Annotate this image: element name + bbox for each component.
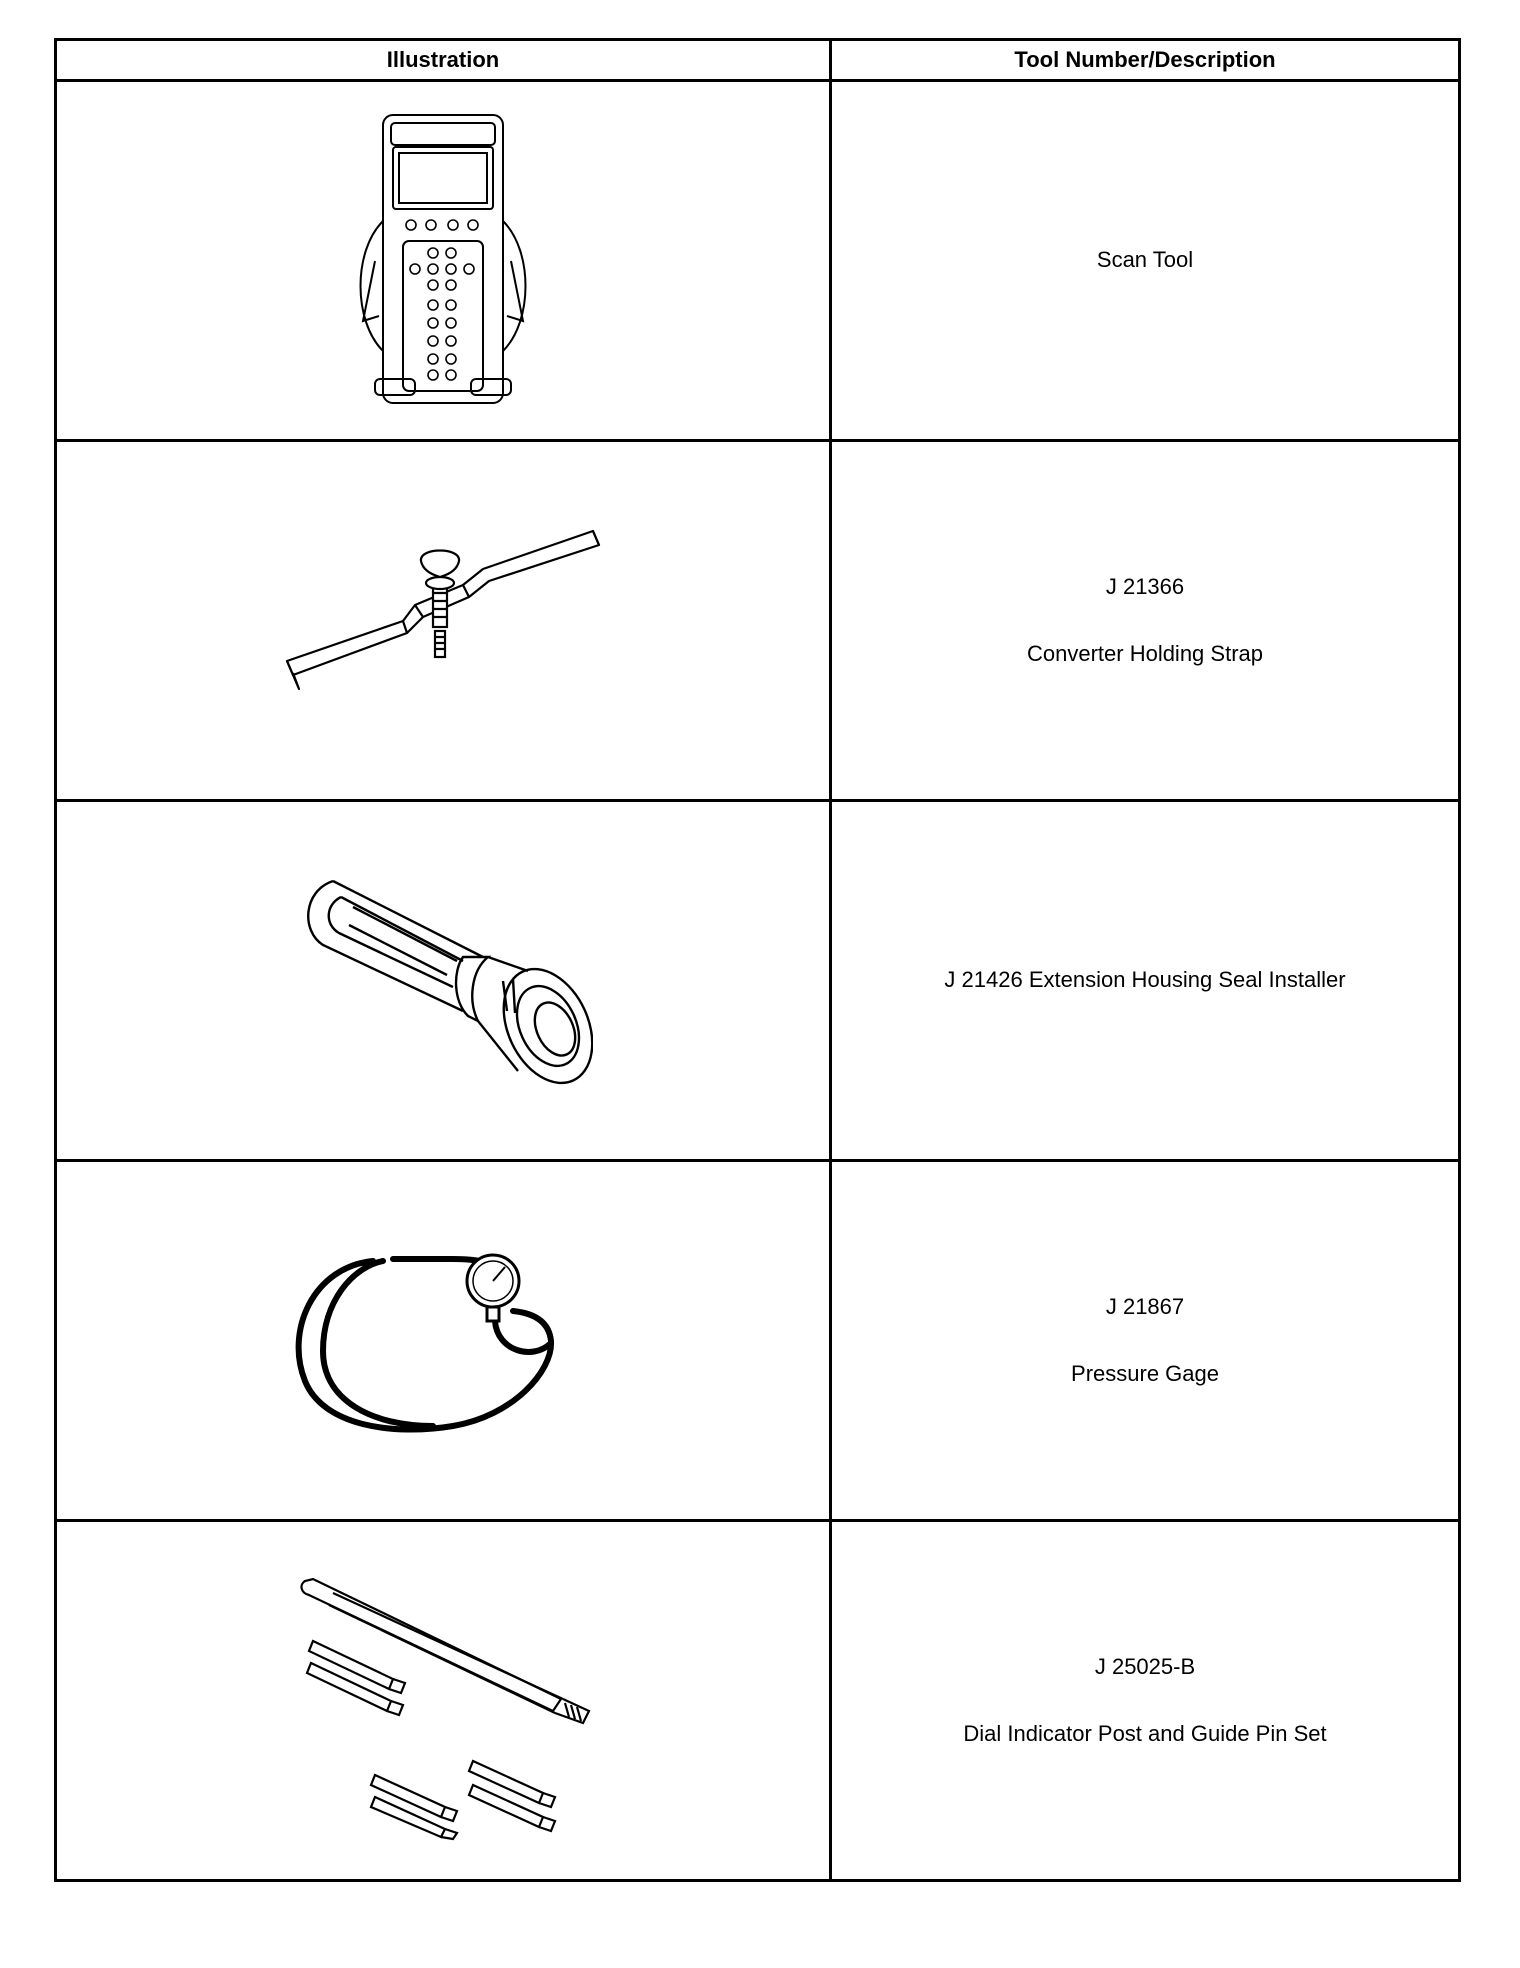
- illustration-cell: [56, 801, 831, 1161]
- special-tools-table: [54, 38, 1461, 1882]
- illustration-cell: [56, 81, 831, 441]
- pressure-gage-icon: [283, 1221, 603, 1461]
- header-illustration: Illustration: [56, 40, 831, 81]
- scan-tool-icon: [353, 111, 533, 411]
- header-tool-description: Tool Number/Description: [831, 40, 1460, 81]
- illustration-cell: [56, 1161, 831, 1521]
- illustration-cell: [56, 441, 831, 801]
- tool-name: Converter Holding Strap: [1026, 640, 1263, 666]
- description-cell: [831, 1521, 1460, 1881]
- table-header-row: [56, 40, 1460, 81]
- tool-name: Pressure Gage: [1071, 1360, 1219, 1386]
- table-row: [56, 1161, 1460, 1521]
- tool-name: J 21426 Extension Housing Seal Installer: [944, 967, 1346, 993]
- dial-indicator-post-icon: [293, 1561, 593, 1841]
- illustration-cell: [56, 1521, 831, 1881]
- converter-holding-strap-icon: [283, 521, 603, 721]
- table-row: [56, 81, 1460, 441]
- table-row: [56, 441, 1460, 801]
- table-row: [56, 1521, 1460, 1881]
- description-cell: [831, 801, 1460, 1161]
- description-cell: [831, 1161, 1460, 1521]
- description-cell: [831, 81, 1460, 441]
- tool-name: Dial Indicator Post and Guide Pin Set: [963, 1720, 1327, 1746]
- tool-number: J 25025-B: [1094, 1654, 1196, 1680]
- tool-number: J 21867: [1105, 1294, 1185, 1320]
- tool-name: Scan Tool: [1096, 247, 1194, 273]
- table-row: [56, 801, 1460, 1161]
- seal-installer-icon: [293, 861, 593, 1101]
- tool-number: J 21366: [1105, 574, 1185, 600]
- description-cell: [831, 441, 1460, 801]
